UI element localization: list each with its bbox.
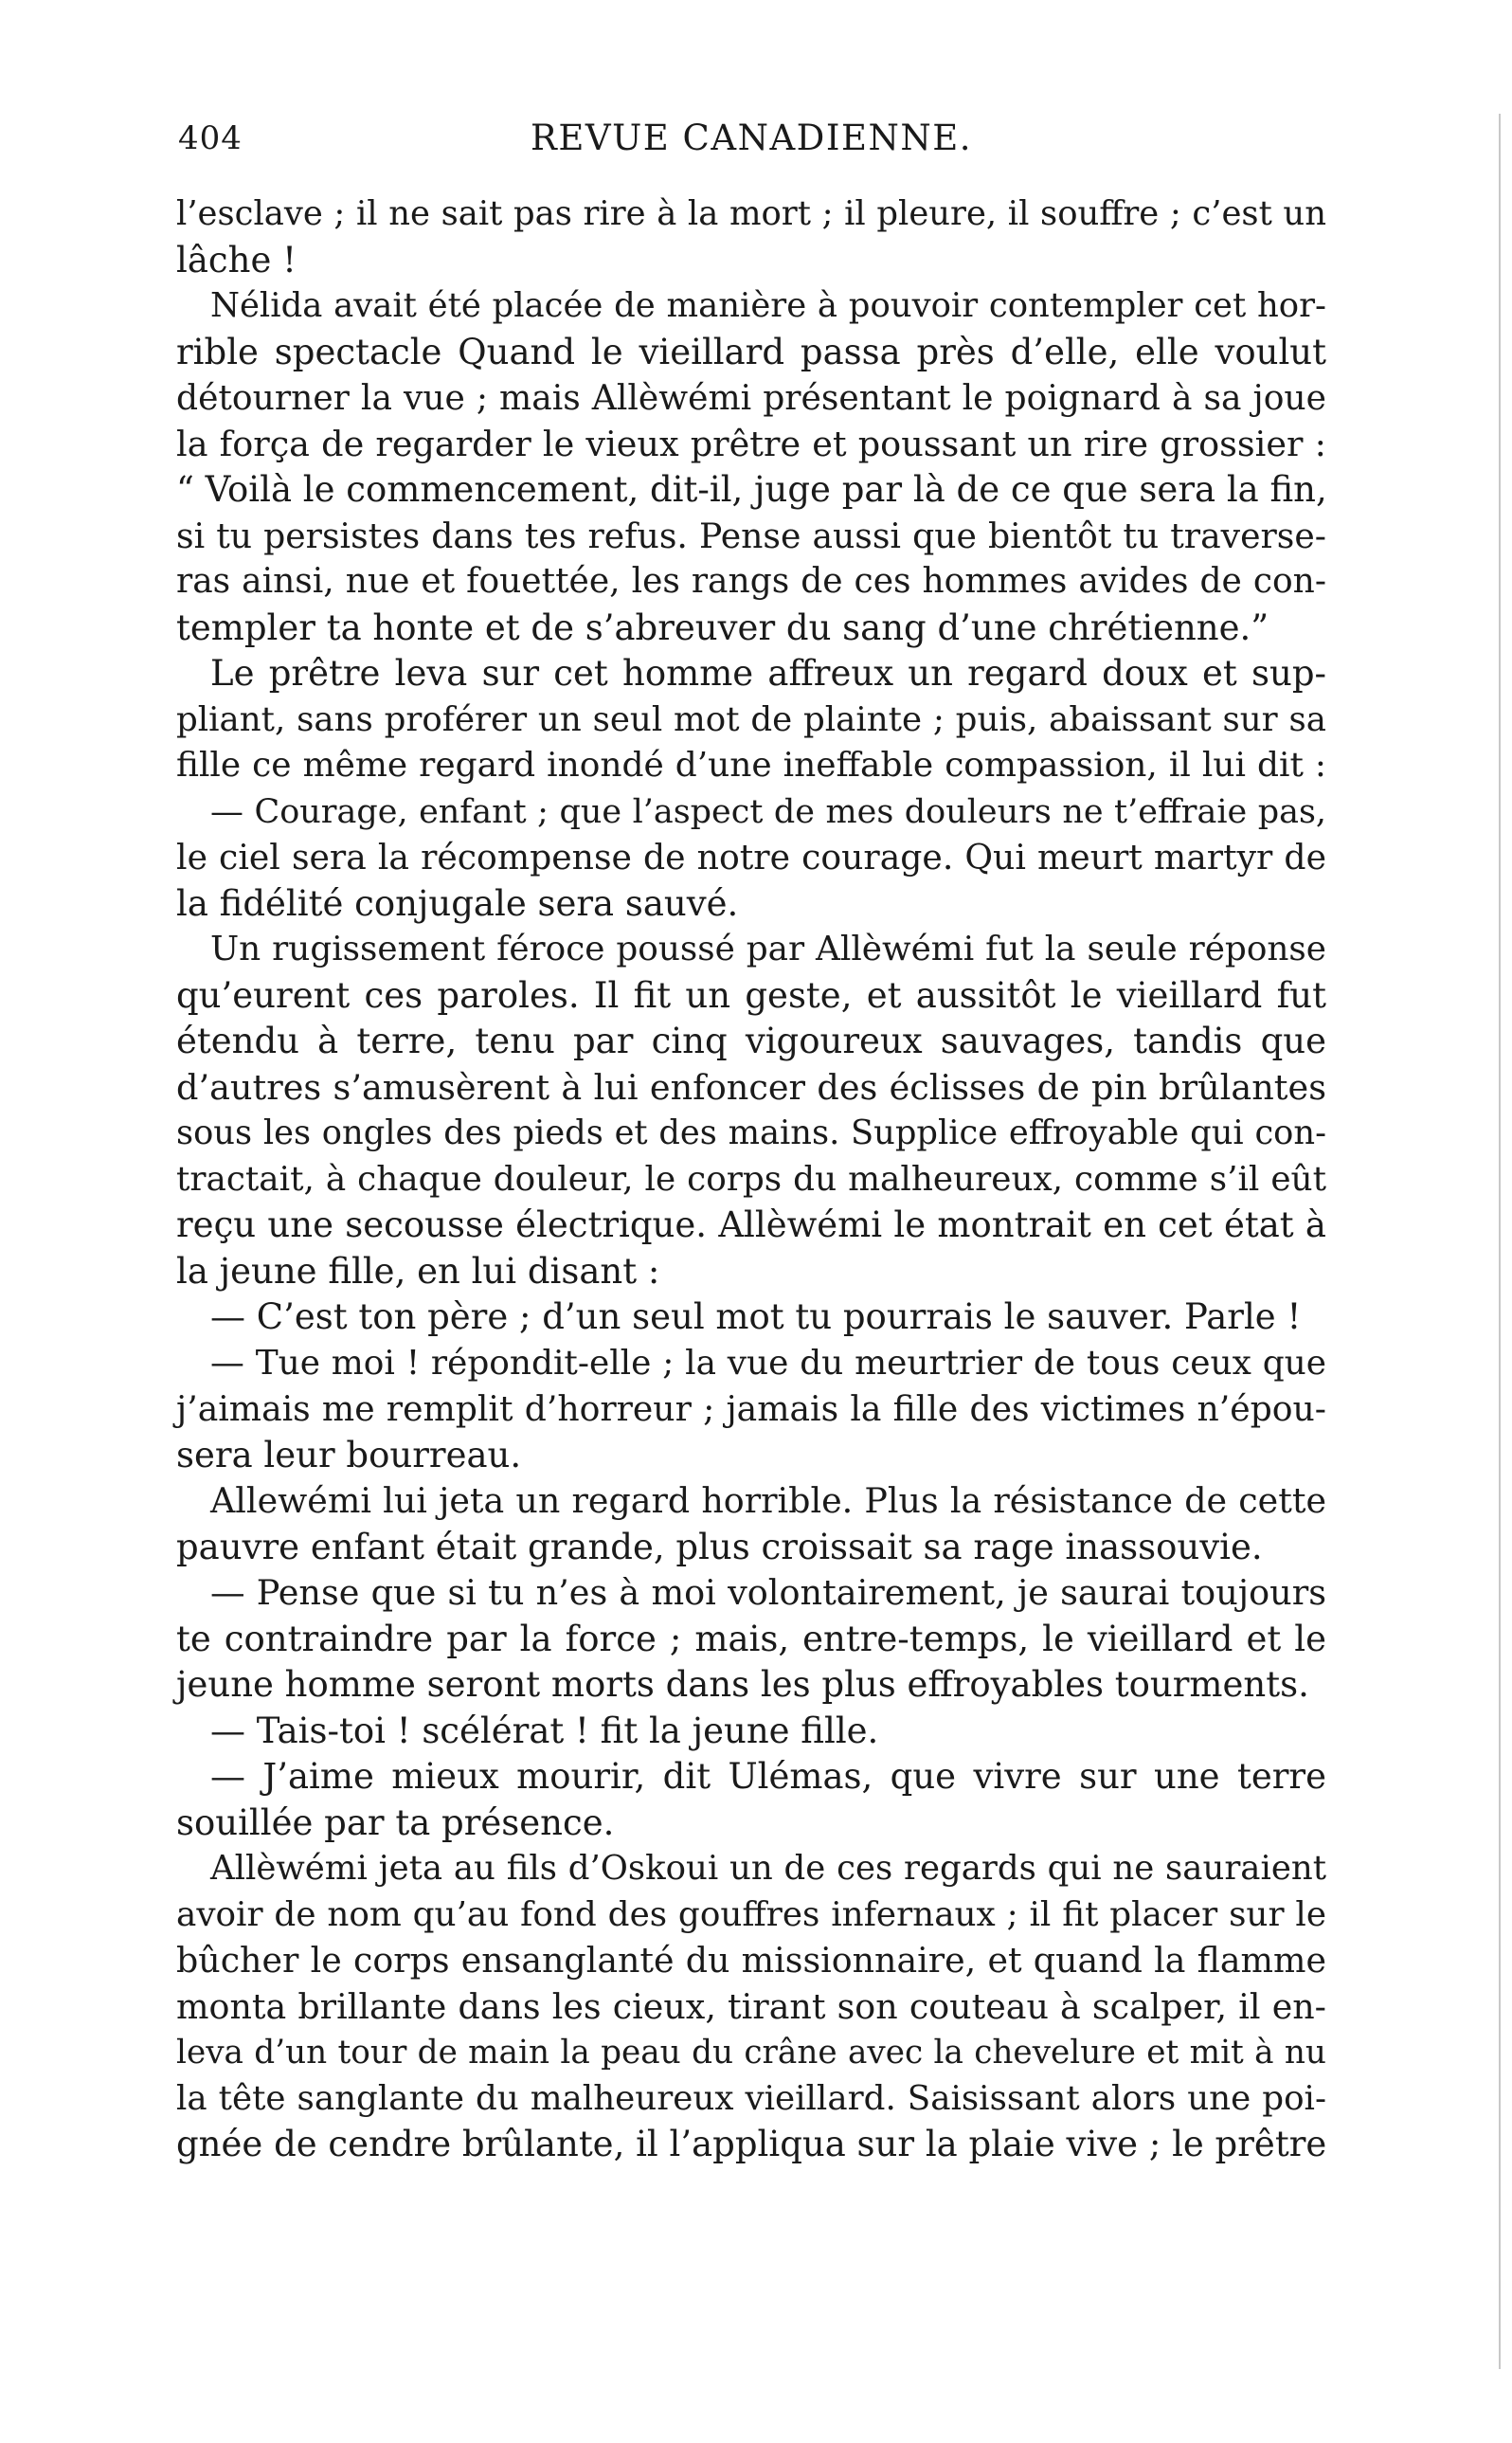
text-line: Un rugissement féroce poussé par Allèwémi fut la seule réponse xyxy=(210,930,1326,968)
text-line: — Tais-toi ! scélérat ! fit la jeune fille. xyxy=(210,1710,879,1751)
text-line: avoir de nom qu’au fond des gouffres infernaux ; il fit placer sur le xyxy=(176,1894,1326,1934)
text-line: souillée par ta présence. xyxy=(176,1801,615,1843)
text-line: si tu persistes dans tes refus. Pense aussi que bientôt tu traverse- xyxy=(176,515,1326,556)
text-line: la força de regarder le vieux prêtre et poussant un rire grossier : xyxy=(176,423,1326,464)
text-line: pauvre enfant était grande, plus croissait sa rage inassouvie. xyxy=(176,1526,1263,1567)
text-line: reçu une secousse électrique. Allèwémi le montrait en cet état à xyxy=(176,1204,1326,1245)
running-head xyxy=(178,112,1315,169)
text-line: tractait, à chaque douleur, le corps du malheureux, comme s’il eût xyxy=(176,1159,1326,1199)
text-line: lâche ! xyxy=(176,239,297,280)
body-text xyxy=(176,191,1326,2168)
text-line: — Pense que si tu n’es à moi volontairement, je saurai toujours xyxy=(210,1572,1326,1613)
text-line: “ Voilà le commencement, dit-il, juge par là de ce que sera la fin, xyxy=(176,469,1327,510)
text-line: gnée de cendre brûlante, il l’appliqua sur la plaie vive ; le prêtre xyxy=(176,2124,1327,2164)
text-line: te contraindre par la force ; mais, entre-temps, le vieillard et le xyxy=(176,1618,1326,1659)
text-line: le ciel sera la récompense de notre courage. Qui meurt martyr de xyxy=(176,837,1326,878)
text-line: jeune homme seront morts dans les plus effroyables tourments. xyxy=(176,1664,1309,1705)
text-line: étendu à terre, tenu par cinq vigoureux sauvages, tandis que xyxy=(176,1021,1326,1061)
page-number: 404 xyxy=(178,119,243,157)
text-line: templer ta honte et de s’abreuver du sang d’une chrétienne.” xyxy=(176,606,1269,648)
text-line: la tête sanglante du malheureux vieillard. Saisissant alors une poi- xyxy=(176,2078,1326,2118)
text-line: sous les ongles des pieds et des mains. Supplice effroyable qui con- xyxy=(176,1113,1326,1152)
text-line: la fidélité conjugale sera sauvé. xyxy=(176,882,739,924)
binding-edge-mark xyxy=(1499,114,1501,2369)
text-line: qu’eurent ces paroles. Il fit un geste, et aussitôt le vieillard fut xyxy=(176,974,1326,1016)
text-line: Le prêtre leva sur cet homme affreux un regard doux et sup- xyxy=(210,653,1326,694)
text-line: rible spectacle Quand le vieillard passa près d’elle, elle voulut xyxy=(176,331,1326,372)
text-line: monta brillante dans les cieux, tirant son couteau à scalper, il en- xyxy=(176,1985,1326,2027)
text-line: la jeune fille, en lui disant : xyxy=(176,1250,660,1292)
text-line: Allèwémi jeta au fils d’Oskoui un de ces regards qui ne sauraient xyxy=(210,1849,1326,1888)
text-line: Allewémi lui jeta un regard horrible. Plus la résistance de cette xyxy=(210,1480,1326,1521)
text-line: leva d’un tour de main la peau du crâne avec la chevelure et mit à nu xyxy=(176,2034,1326,2072)
text-line: fille ce même regard inondé d’une ineffable compassion, il lui dit : xyxy=(176,746,1326,785)
text-line: — Tue moi ! répondit-elle ; la vue du meurtrier de tous ceux que xyxy=(210,1343,1326,1383)
text-line: pliant, sans proférer un seul mot de plainte ; puis, abaissant sur sa xyxy=(176,699,1326,739)
text-line: — J’aime mieux mourir, dit Ulémas, que vivre sur une terre xyxy=(210,1756,1326,1797)
text-line: sera leur bourreau. xyxy=(176,1434,522,1475)
text-line: détourner la vue ; mais Allèwémi présentant le poignard à sa joue xyxy=(176,378,1326,418)
text-line: Nélida avait été placée de manière à pouvoir contempler cet hor- xyxy=(210,286,1326,325)
text-line: ras ainsi, nue et fouettée, les rangs de ces hommes avides de con- xyxy=(176,562,1326,601)
text-line: d’autres s’amusèrent à lui enfoncer des éclisses de pin brûlantes xyxy=(176,1066,1326,1108)
text-line: — Courage, enfant ; que l’aspect de mes douleurs ne t’effraie pas, xyxy=(210,792,1326,831)
text-line: j’aimais me remplit d’horreur ; jamais la fille des victimes n’épou- xyxy=(176,1388,1326,1429)
text-line: — C’est ton père ; d’un seul mot tu pourrais le sauver. Parle ! xyxy=(210,1296,1302,1337)
journal-title: REVUE CANADIENNE. xyxy=(531,118,972,158)
text-line: bûcher le corps ensanglanté du missionnaire, et quand la flamme xyxy=(176,1940,1326,1981)
text-line: l’esclave ; il ne sait pas rire à la mort ; il pleure, il souffre ; c’est un xyxy=(176,194,1326,233)
